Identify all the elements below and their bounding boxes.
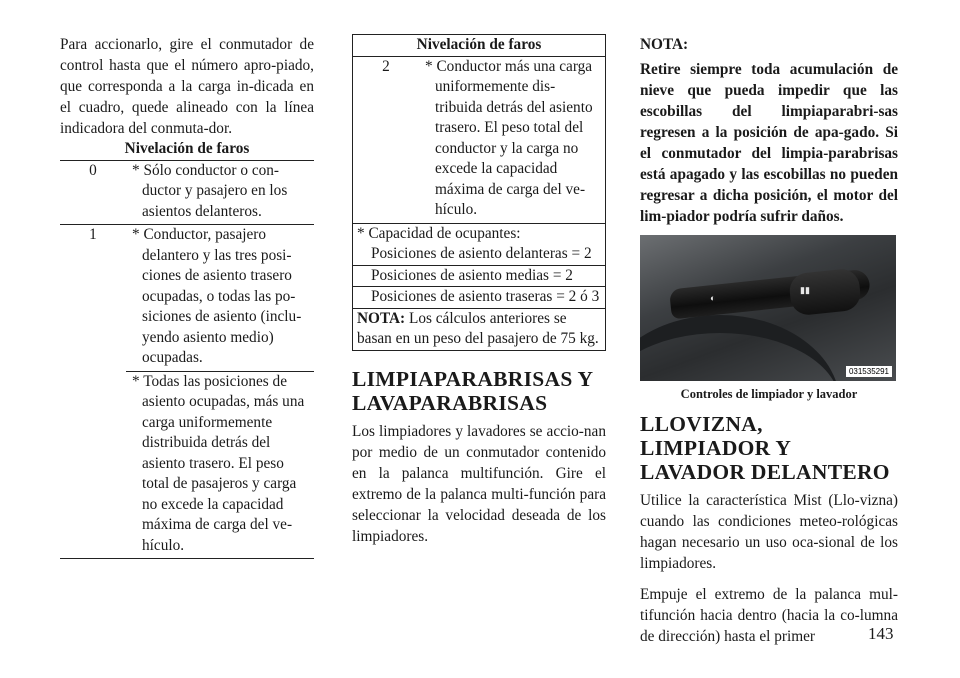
table-row (353, 244, 606, 265)
wiper-control-photo (640, 235, 896, 381)
headlight-leveling-table (60, 139, 314, 559)
wiper-symbol-icon: ◐ (710, 293, 716, 303)
column-left (60, 34, 314, 559)
photo-caption: Controles de limpiador y lavador (680, 387, 858, 401)
mist-paragraph: Utilice la característica Mist (Llo-vizna) cuando las condiciones meteo-rológicas hagan necesario un uso oca-sional de los limpiadores. (640, 492, 898, 572)
table-row (353, 223, 606, 244)
section-heading-mist: LLOVIZNA, LIMPIADOR Y LAVADOR DELANTERO (640, 412, 890, 484)
setting-number (60, 371, 126, 559)
note-text: Los cálculos anteriores se basan en un peso del pasajero de 75 kg. (357, 309, 599, 347)
note-body: Retire siempre toda acumulación de nieve que pueda impedir que las escobillas del limpiaparabri-sas regresen a la posición de apa-gado. Si el conmutador del limpia-parabrisas está apagado y las escobillas no pueden regresar a dicha posición, el motor del lim-piador podría sufrir daños. (640, 61, 898, 225)
table-header: Nivelación de faros (124, 140, 250, 157)
steering-wheel-rim (640, 315, 840, 381)
push-lever-paragraph: Empuje el extremo de la palanca mul-tifunción hacia dentro (hacia la co-lumna de dirección) hasta el primer (640, 586, 898, 645)
setting-description: * Conductor, pasajero delantero y las tres posi-ciones de asiento trasero ocupadas, o todas las po-siciones de asiento (inclu-yendo asiento medio) ocupadas. (126, 225, 314, 372)
wipers-paragraph: Los limpiadores y lavadores se accio-nan por medio de un conmutador contenido en la palanca multifunción. Gire el extremo de la palanca multi-función para seleccionar la velocidad deseada de los limpiadores. (352, 422, 606, 545)
note-label: NOTA: (357, 309, 406, 327)
table-row (353, 287, 606, 309)
rear-seats: Posiciones de asiento traseras = 2 ó 3 (371, 288, 600, 305)
column-right (640, 34, 898, 647)
table-row (353, 265, 606, 287)
column-middle (352, 34, 606, 547)
setting-number: 2 (353, 56, 420, 223)
table-row (353, 308, 606, 350)
setting-number: 0 (60, 160, 126, 225)
middle-seats: Posiciones de asiento medias = 2 (371, 266, 573, 284)
table-row (60, 160, 314, 225)
capacity-title: * Capacidad de ocupantes: (353, 223, 606, 244)
note-title: NOTA: (640, 36, 689, 53)
table-row (60, 225, 314, 372)
setting-description: * Sólo conductor o con-ductor y pasajero en los asientos delanteros. (126, 160, 314, 225)
section-heading-wipers: LIMPIAPARABRISAS Y LAVAPARABRISAS (352, 366, 593, 415)
photo-reference-tag: 031535291 (846, 366, 892, 377)
table-row (60, 371, 314, 559)
setting-description: * Conductor más una carga uniformemente dis-tribuida detrás del asiento trasero. El peso total del conductor y la carga no excede la capacidad máxima de carga del ve-hículo. (419, 56, 606, 223)
setting-description: * Todas las posiciones de asiento ocupadas, más una carga uniformemente distribuida detrás del asiento trasero. El peso total de pasajeros y carga no excede la capacidad máxima de carga del ve-hículo. (126, 371, 314, 559)
table-note (353, 308, 606, 350)
table-header: Nivelación de faros (416, 36, 542, 53)
front-seats: Posiciones de asiento delanteras = 2 (371, 245, 592, 262)
wiper-speed-icon: ▮▮ (800, 285, 810, 295)
headlight-leveling-table-continued (352, 34, 606, 351)
setting-number: 1 (60, 225, 126, 372)
table-row (353, 56, 606, 223)
page-number: 143 (868, 624, 894, 643)
intro-paragraph: Para accionarlo, gire el conmutador de control hasta que el número apro-piado, que corresponda a la carga in-dicada en el cuadro, quede alineado con la línea indicadora del conmuta-dor. (60, 36, 314, 137)
